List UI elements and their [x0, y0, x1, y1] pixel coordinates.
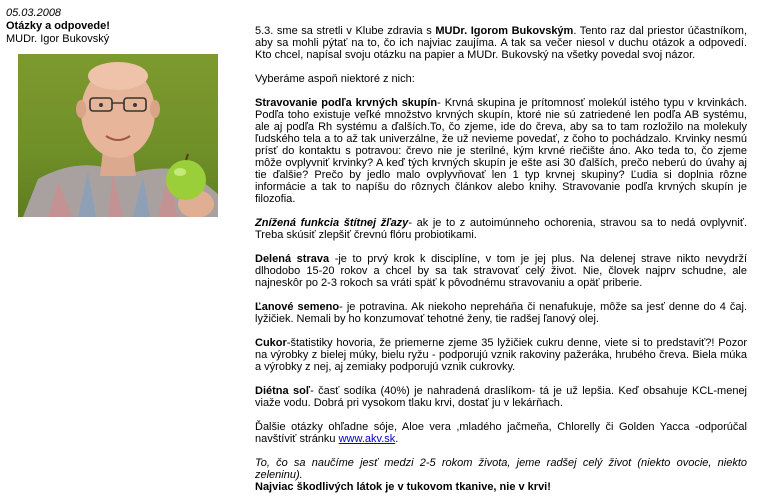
topic-sugar	[255, 337, 747, 373]
other-text: Ďalšie otázky ohľadne sóje, Aloe vera ,mladého jačmeňa, Chlorelly či Golden Yacca -odporúčal navštíviť stránku	[255, 421, 747, 445]
topic-term: Znížená funkcia štítnej žľazy	[255, 217, 409, 229]
select-paragraph: Vyberáme aspoň niektoré z nich:	[255, 73, 415, 85]
topic-text: -štatistiky hovoria, že priemerne zjeme 35 lyžičiek cukru denne, viete si to predstaviť?! Pozor na výrobky z bielej múky, bielu ryžu - podporujú vznik rakoviny pažeráka, hrubého čreva. Biela múka a výrobky z nej, aj zemiaky podporujú vznik cukrovky.	[255, 337, 747, 373]
topic-term: Delená strava	[255, 253, 330, 265]
topic-blood-groups	[255, 97, 747, 205]
topic-term: Ľanové semeno	[255, 301, 340, 313]
closing-bold	[255, 481, 747, 493]
portrait-illustration	[18, 54, 218, 217]
closing-bold-text: Najviac škodlivých látok je v tukovom tkanive, nie v krvi!	[255, 481, 551, 493]
topic-text: - je potravina. Ak niekoho nepreháňa či nenafukuje, môže sa jesť denne do 4 čaj. lyžičiek. Nemali by ho konzumovať tehotné ženy, tie radšej ľanový olej.	[255, 301, 748, 325]
author-name: MUDr. Igor Bukovský	[6, 33, 110, 45]
sidebar	[6, 7, 236, 46]
intro-paragraph	[255, 25, 747, 61]
other-questions-paragraph	[255, 421, 747, 445]
topic-term: Diétna soľ	[255, 385, 311, 397]
intro-text-rest: . Tento raz dal priestor účastníkom, aby sa mohli pýtať na to, čo ich najviac zaujíma. A tak sa večer niesol v duchu otázok a odpovedí. Kto chcel, napísal svoju otázku na papier a MUDr. Bukovský na všetky povedal svoj názor.	[255, 25, 747, 61]
doctor-photo	[18, 54, 218, 217]
topic-term: Cukor	[255, 337, 287, 349]
intro-text: 5.3. sme sa stretli v Klube zdravia s	[255, 25, 436, 37]
topic-flax-seed	[255, 301, 747, 325]
topic-text: - Krvná skupina je prítomnosť molekúl istého typu v krvinkách. Podľa toho existuje veľké množstvo krvných skupín, ktoré nie sú zatriedené len podľa AB systému, ale aj podľa Rh systému a ďalších.To, čo zjeme, ide do čreva, aby sa to tam rozložilo na molekuly ľudského tela a to až tak univerzálne, že už nevieme povedať, z čoho to pochádzalo. Krvinky nesmú prísť do kontaktu s potravou: črevo nie je sterilné, kým krvné riečište áno. Ako teda to, čo zjeme môže ovplyvniť krvinky? A keď tých krvných skupín je ešte asi 30 ďalších, prečo neberú do úvahy aj tie ďalšie? Prečo by jedlo malo ovplyvňovať len 1 typ krvnej skupiny? Ľudia si doplnia rôzne informácie a tak to napíšu do rôznych článkov alebo knihy. Stravovanie podľa krvných skupín je filozofia.	[255, 97, 748, 205]
akv-link[interactable]: www.akv.sk	[338, 433, 396, 445]
topic-term: Stravovanie podľa krvných skupín	[255, 97, 438, 109]
closing-italic	[255, 457, 747, 481]
topic-diet-salt	[255, 385, 747, 409]
topic-split-diet	[255, 253, 747, 289]
doctor-name: MUDr. Igorom Bukovským	[435, 25, 574, 37]
article-body	[255, 25, 747, 493]
topic-text: -je to prvý krok k disciplíne, v tom je jej plus. Na delenej strave nikto nevydrží dlhodobo 15-20 rokov a chcel by sa tak stravovať celý život. Nie, človek najprv schudne, ale najneskôr po 2-3 rokoch sa vráti späť k pôvodnému stravovaniu a opäť priberie.	[255, 253, 747, 289]
topic-thyroid	[255, 217, 747, 241]
article-date: 05.03.2008	[6, 7, 62, 19]
other-text-end: .	[395, 433, 399, 445]
topic-text: - ak je to z autoimúnneho ochorenia, stravou sa to nedá ovplyvniť. Treba skúsiť zlepšiť črevnú flóru probiotikami.	[255, 217, 747, 241]
topic-text: - časť sodíka (40%) je nahradená draslíkom- tá je už lepšia. Keď obsahuje KCL-menej viaže vodu. Dobrá pri vysokom tlaku krvi, dostať ju v lekárňach.	[255, 385, 748, 409]
closing-italic-text: To, čo sa naučíme jesť medzi 2-5 rokom života, jeme radšej celý život (niekto ovocie, niekto zeleninu).	[255, 457, 747, 481]
article-title: Otázky a odpovede!	[6, 20, 110, 32]
